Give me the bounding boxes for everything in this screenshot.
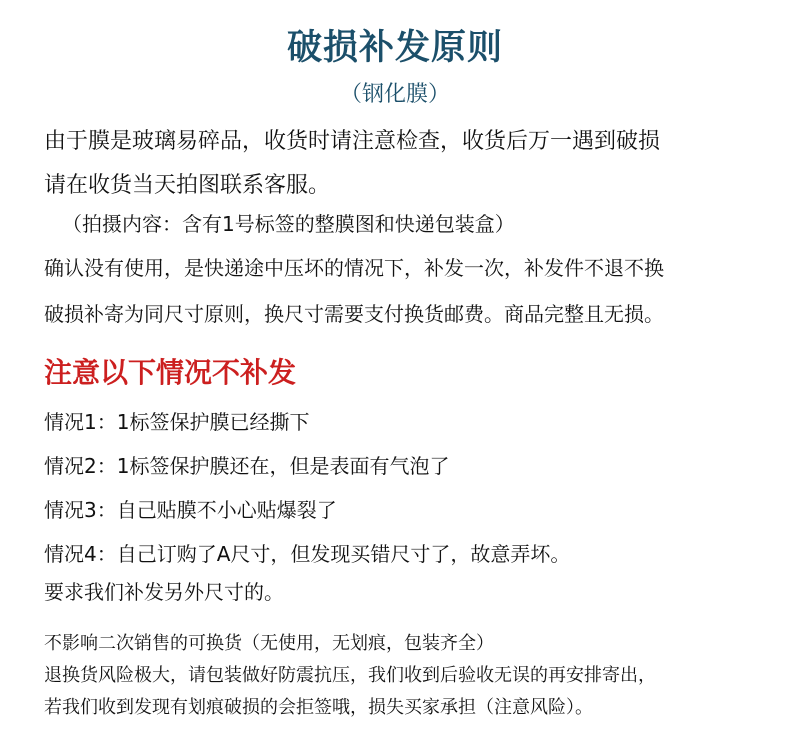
notice-case-4: 情况4：自己订购了A尺寸，但发现买错尺寸了，故意弄坏。: [44, 542, 571, 566]
notice-case-3: 情况3：自己贴膜不小心贴爆裂了: [44, 498, 337, 522]
intro-line-2: 请在收货当天拍图联系客服。: [44, 173, 331, 198]
notice-case-1: 情况1：1标签保护膜已经撕下: [44, 410, 310, 434]
intro-line-4: 确认没有使用，是快递途中压坏的情况下，补发一次，补发件不退不换: [44, 256, 664, 280]
page-title: 破损补发原则: [286, 28, 503, 68]
footer-line-3: 若我们收到发现有划痕破损的会拒签哦，损失买家承担（注意风险）。: [44, 697, 593, 718]
footer-line-1: 不影响二次销售的可换货（无使用，无划痕，包装齐全）: [44, 633, 494, 654]
notice-case-4-continued: 要求我们补发另外尺寸的。: [44, 580, 284, 604]
intro-line-3: （拍摄内容：含有1号标签的整膜图和快递包装盒）: [62, 212, 515, 236]
notice-heading: 注意以下情况不补发: [44, 356, 297, 389]
intro-line-1: 由于膜是玻璃易碎品，收货时请注意检查，收货后万一遇到破损: [44, 129, 661, 154]
footer-line-2: 退换货风险极大，请包装做好防震抗压，我们收到后验收无误的再安排寄出，: [44, 665, 656, 686]
notice-case-2: 情况2：1标签保护膜还在，但是表面有气泡了: [44, 454, 450, 478]
page-subtitle: （钢化膜）: [339, 82, 450, 107]
intro-line-5: 破损补寄为同尺寸原则，换尺寸需要支付换货邮费。商品完整且无损。: [44, 302, 664, 326]
